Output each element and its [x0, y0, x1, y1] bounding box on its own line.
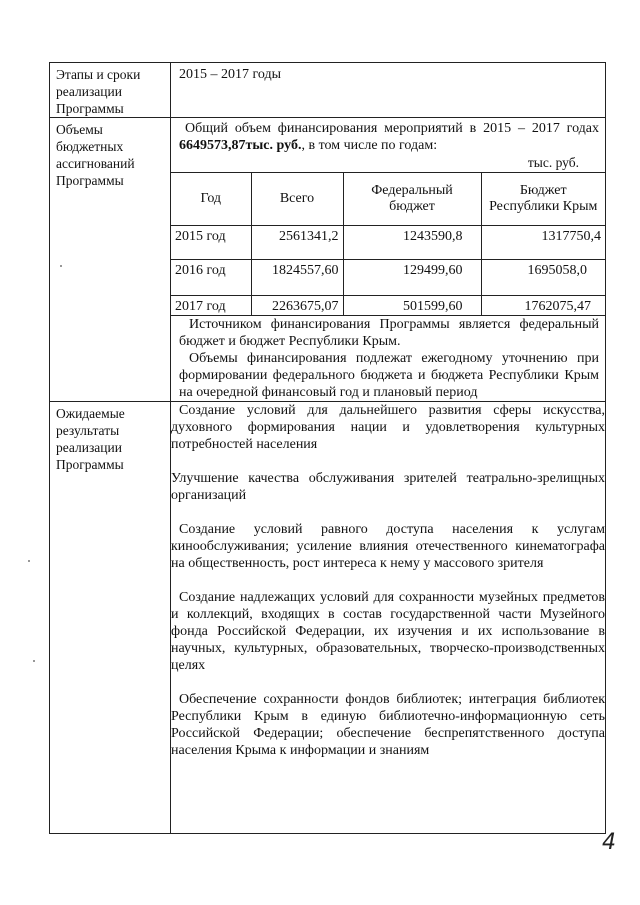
funding-source-text: Источником финансирования Программы является федеральный бюджет и бюджет Республики Крым.	[179, 317, 599, 349]
funding-total: 6649573,87тыс. руб.	[179, 138, 302, 153]
result-item: Создание надлежащих условий для сохранности музейных предметов и коллекций, входящих в состав государственной части Музейного фонда Российской Федерации, их изучения и их использование в научных, культурных, образовательных, творческо-производственных целях	[171, 590, 605, 673]
scan-speck	[28, 560, 30, 562]
funding-intro: Общий объем финансирования мероприятий в 2015 – 2017 годах 6649573,87тыс. руб., в том числе по годам:	[179, 121, 599, 153]
funding-units: тыс. руб.	[527, 155, 579, 170]
result-item: Создание условий равного доступа населения к услугам кинообслуживания; усиление влияния отечественного кинематографа на общественность, рост интереса к нему у массового зрителя	[171, 522, 605, 571]
funding-table-header	[171, 173, 605, 226]
stages-row	[50, 63, 606, 118]
table-row: 2016 год 1824557,60 129499,60 1695058,0	[171, 260, 605, 296]
result-item: Улучшение качества обслуживания зрителей театрально-зрелищных организаций	[171, 471, 605, 503]
funding-notes	[171, 316, 605, 401]
results-content	[171, 402, 606, 834]
program-passport-table	[49, 62, 606, 834]
page-number: 4	[602, 830, 616, 855]
stages-label: Этапы и сроки реализации Программы	[50, 63, 171, 118]
funding-label: Объемы бюджетных ассигнований Программы	[50, 118, 171, 402]
header-federal: Федеральный бюджет	[343, 173, 481, 226]
results-row	[50, 402, 606, 834]
results-label: Ожидаемые результаты реализации Программы	[50, 402, 171, 834]
scan-speck	[33, 660, 35, 662]
funding-row	[50, 118, 606, 402]
funding-by-year-table	[171, 172, 605, 316]
result-item: Создание условий для дальнейшего развития сферы искусства, духовного формирования нации и удовлетворения культурных потребностей населения	[171, 403, 605, 452]
funding-content	[171, 118, 606, 402]
header-total: Всего	[251, 173, 343, 226]
header-crimea: Бюджет Республики Крым	[481, 173, 605, 226]
funding-adjust-text: Объемы финансирования подлежат ежегодному уточнению при формировании федерального бюджета и бюджета Республики Крым на очередной финансовый год и плановый период	[179, 351, 599, 400]
header-year: Год	[171, 173, 251, 226]
stages-value: 2015 – 2017 годы	[171, 63, 606, 118]
result-item: Обеспечение сохранности фондов библиотек; интеграция библиотек Республики Крым в единую библиотечно-информационную сеть Российской Федерации; обеспечение беспрепятственного доступа населения Крыма к информации и знаниям	[171, 692, 605, 758]
table-row: 2015 год 2561341,2 1243590,8 1317750,4	[171, 226, 605, 260]
table-row: 2017 год 2263675,07 501599,60 1762075,47	[171, 296, 605, 316]
